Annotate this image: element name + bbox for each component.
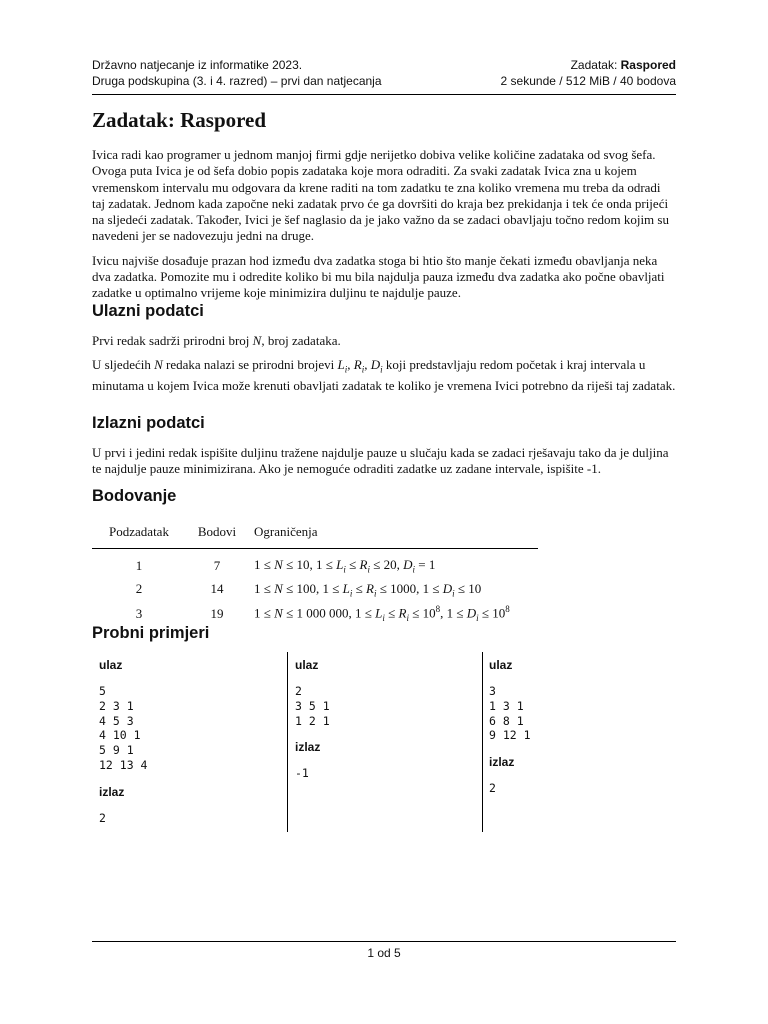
output-label: izlaz [99, 784, 125, 799]
table-row: 1 7 1 ≤ N ≤ 10, $1 \le L_i \le R_i \le 20$, $D_i = 1$ [92, 549, 538, 578]
statement-paragraph-1: Ivica radi kao programer u jednom manjoj firmi gdje nerijetko dobiva velike količine zadataka od svog šefa. Ovoga puta Ivica je od šefa dobio popis zadataka koje mora odraditi. Za svaki zadatak Ivica zna u kojem vremenskom intervalu mu odgovara da krene raditi na tom zadatku te zna koliko vremena mu treba da odradi taj zadatak. Jednom kada započne neki zadatak prvo će ga dovršiti do kraja bez prekidanja i tek će onda prijeći na sljedeći zadatak. Također, Ivici je šef naglasio da je jako važno da se zadaci obavljaju točno redom kojim su navedeni jer se nadovezuju jedni na druge. [92, 147, 669, 244]
task-name: Raspored [620, 58, 676, 72]
input-description [92, 333, 676, 394]
example-2 [295, 652, 330, 832]
output-label: izlaz [489, 755, 515, 770]
example-output: 2 [99, 810, 106, 825]
section-heading-output: Izlazni podatci [92, 414, 205, 432]
task-label: Zadatak: Raspored [570, 58, 676, 72]
limits: 2 sekunde / 512 MiB / 40 bodova [500, 74, 676, 88]
example-input: 5 2 3 1 4 5 3 4 10 1 5 9 1 12 13 4 [99, 684, 148, 772]
example-1 [99, 652, 147, 832]
statement [92, 147, 676, 302]
input-label: ulaz [295, 658, 319, 672]
input-paragraph-1: Prvi redak sadrži prirodni broj N, broj zadataka. [92, 333, 341, 348]
input-paragraph-2: U sljedećih N redaka nalazi se prirodni brojevi $L_i$, $R_i$, $D_i$ koji predstavljaju redom početak i kraj intervala u minutama u kojem Ivica može krenuti obavljati zadatak te koliko je vremena Ivici potrebno da riješi taj zadatak. [92, 357, 676, 394]
column-divider [287, 652, 288, 832]
examples-grid [92, 652, 676, 832]
section-heading-scoring: Bodovanje [92, 487, 177, 505]
scoring-table [92, 520, 538, 626]
example-output: 2 [489, 781, 496, 796]
column-divider [482, 652, 483, 832]
col-header-points: Bodovi [197, 524, 237, 539]
example-input: 2 3 5 1 1 2 1 [295, 684, 330, 728]
page-title: Zadatak: Raspored [92, 108, 267, 132]
constraints-cell: 1 ≤ N ≤ 10, $1 \le L_i \le R_i \le 20$, $D_i = 1$ [254, 557, 436, 575]
footer-rule [92, 941, 676, 942]
col-header-subtask: Podzadatak [109, 524, 169, 539]
group-name: Druga podskupina (3. i 4. razred) – prvi dan natjecanja [92, 74, 382, 88]
example-output: -1 [295, 766, 309, 781]
competition-name: Državno natjecanje iz informatike 2023. [92, 58, 303, 72]
section-heading-examples: Probni primjeri [92, 624, 210, 642]
statement-paragraph-2: Ivicu najviše dosađuje prazan hod između dva zadatka stoga bi htio što manje čekati između obavljanja neka dva zadatka. Pomozite mu i odredite koliko bi mu bila najdulja pauza između dva zadatka ako počne obavljati zadatke u optimalno vrijeme koje minimizira duljinu te najdulje pauze. [92, 252, 665, 301]
constraints-cell: 1 ≤ N ≤ 1 000 000, $1 \le L_i \le R_i \le 10^8$, $1 \le D_i \le 10^8$ [254, 604, 510, 624]
header-rule [92, 94, 676, 95]
table-row: 2 14 1 ≤ N ≤ 100, $1 \le L_i \le R_i \le 1000$, $1 \le D_i \le 10$ [92, 578, 538, 602]
input-label: ulaz [489, 658, 513, 672]
example-3 [489, 652, 531, 832]
constraints-cell: 1 ≤ N ≤ 100, $1 \le L_i \le R_i \le 1000$, $1 \le D_i \le 10$ [254, 580, 482, 599]
example-input: 3 1 3 1 6 8 1 9 12 1 [489, 684, 531, 743]
output-label: izlaz [295, 740, 321, 755]
section-heading-input: Ulazni podatci [92, 302, 204, 320]
col-header-constraints: Ograničenja [254, 524, 318, 539]
output-description [92, 445, 676, 478]
page-header [92, 57, 676, 89]
table-row: 3 19 1 ≤ N ≤ 1 000 000, $1 \le L_i \le R_i \le 10^8$, $1 \le D_i \le 10^8$ [92, 601, 538, 626]
page-number: 1 od 5 [367, 946, 401, 960]
input-label: ulaz [99, 658, 123, 672]
output-paragraph: U prvi i jedini redak ispišite duljinu tražene najdulje pauze u slučaju kada se zadaci rješavaju tako da je duljina te najdulje pauze minimizirana. Ako je nemoguće odraditi zadatke uz zadane intervale, ispišite -1. [92, 445, 669, 477]
